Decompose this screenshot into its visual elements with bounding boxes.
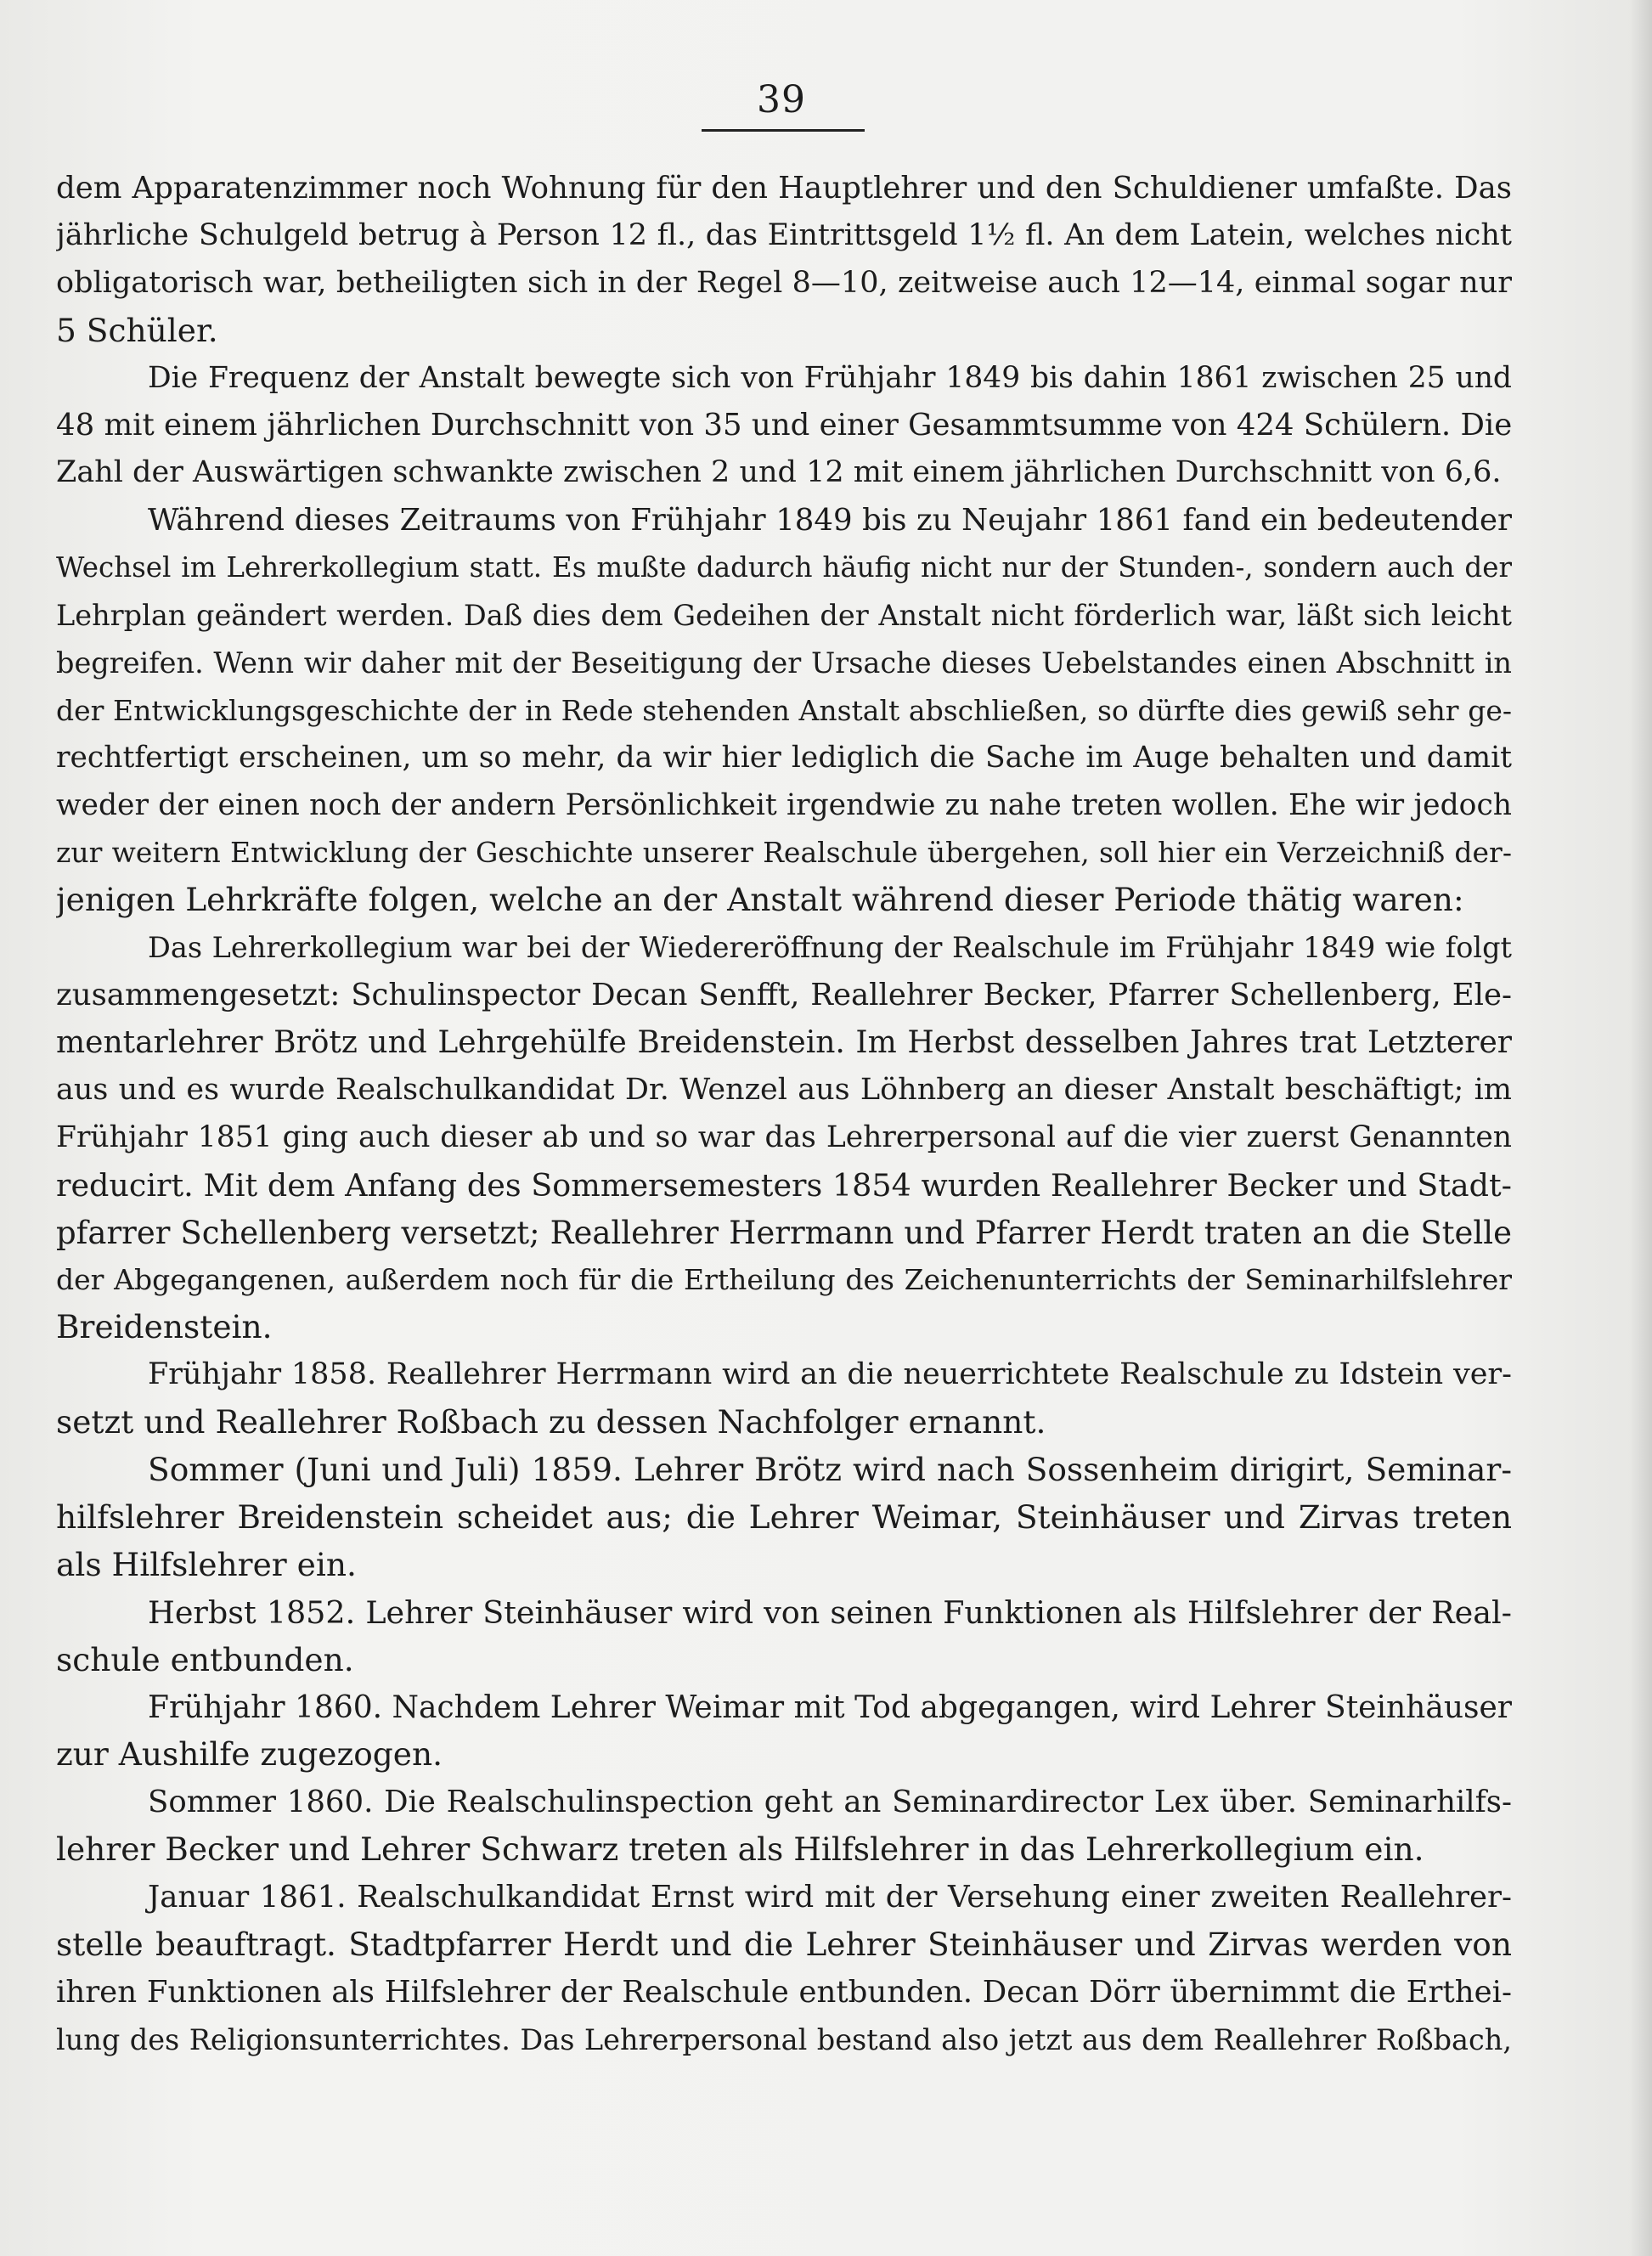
text-line: Die Frequenz der Anstalt bewegte sich von Frühjahr 1849 bis dahin 1861 zwischen 25 und [148, 360, 1512, 395]
text-line: mentarlehrer Brötz und Lehrgehülfe Breidenstein. Im Herbst desselben Jahres trat Letzterer [56, 1025, 1512, 1061]
text-line: aus und es wurde Realschulkandidat Dr. Wenzel aus Löhnberg an dieser Anstalt beschäftigt; im [56, 1072, 1512, 1107]
text-line: als Hilfslehrer ein. [56, 1545, 357, 1583]
text-line: Während dieses Zeitraums von Frühjahr 1849 bis zu Neujahr 1861 fand ein bedeutender [148, 503, 1512, 539]
text-line: Das Lehrerkollegium war bei der Wiedereröffnung der Realschule im Frühjahr 1849 wie folgt [148, 931, 1512, 965]
text-line: dem Apparatenzimmer noch Wohnung für den Hauptlehrer und den Schuldiener umfaßte. Das [56, 171, 1512, 206]
text-line: Januar 1861. Realschulkandidat Ernst wird mit der Versehung einer zweiten Reallehrer- [148, 1880, 1512, 1915]
text-line: hilfslehrer Breidenstein scheidet aus; die Lehrer Weimar, Steinhäuser und Zirvas treten [56, 1497, 1512, 1536]
text-line: Wechsel im Lehrerkollegium statt. Es mußte dadurch häufig nicht nur der Stunden-, sondern auch der [56, 551, 1512, 584]
text-line: Sommer (Juni und Juli) 1859. Lehrer Brötz wird nach Sossenheim dirigirt, Seminar- [148, 1451, 1512, 1489]
text-line: ihren Funktionen als Hilfslehrer der Realschule entbunden. Decan Dörr übernimmt die Erthei- [56, 1974, 1512, 2010]
page-edge-shadow [1630, 0, 1652, 2256]
text-line: zur weitern Entwicklung der Geschichte unserer Realschule übergehen, soll hier ein Verzeichniß der- [56, 836, 1512, 870]
text-line: rechtfertigt erscheinen, um so mehr, da wir hier lediglich die Sache im Auge behalten und damit [56, 740, 1512, 775]
text-line: Herbst 1852. Lehrer Steinhäuser wird von seinen Funktionen als Hilfslehrer der Real- [148, 1593, 1512, 1631]
text-line: zur Aushilfe zugezogen. [56, 1735, 443, 1774]
text-line: Sommer 1860. Die Realschulinspection geht an Seminardirector Lex über. Seminarhilfs- [148, 1785, 1512, 1820]
text-line: Frühjahr 1858. Reallehrer Herrmann wird an die neuerrichtete Realschule zu Idstein ver- [148, 1357, 1512, 1392]
text-line: der Abgegangenen, außerdem noch für die Ertheilung des Zeichenunterrichts der Seminarhilfslehrer [56, 1263, 1512, 1297]
page-number: 39 [757, 78, 806, 121]
text-line: obligatorisch war, betheiligten sich in der Regel 8—10, zeitweise auch 12—14, einmal sogar nur [56, 265, 1512, 300]
text-line: setzt und Reallehrer Roßbach zu dessen Nachfolger ernannt. [56, 1403, 1046, 1441]
text-line: lehrer Becker und Lehrer Schwarz treten als Hilfslehrer in das Lehrerkollegium ein. [56, 1830, 1424, 1869]
text-line: weder der einen noch der andern Persönlichkeit irgendwie zu nahe treten wollen. Ehe wir jedoch [56, 787, 1512, 822]
text-line: zusammengesetzt: Schulinspector Decan Senfft, Reallehrer Becker, Pfarrer Schellenberg, Ele- [56, 978, 1512, 1013]
body-text [56, 165, 1512, 2064]
text-line: schule entbunden. [56, 1640, 354, 1678]
text-line: lung des Religionsunterrichtes. Das Lehrerpersonal bestand also jetzt aus dem Reallehrer Roßbach, [56, 2022, 1512, 2056]
text-line: stelle beauftragt. Stadtpfarrer Herdt und die Lehrer Steinhäuser und Zirvas werden von [56, 1925, 1512, 1963]
text-line: 5 Schüler. [56, 311, 218, 349]
text-line: Breidenstein. [56, 1308, 273, 1346]
text-line: Frühjahr 1860. Nachdem Lehrer Weimar mit Tod abgegangen, wird Lehrer Steinhäuser [148, 1689, 1512, 1725]
text-line: pfarrer Schellenberg versetzt; Reallehrer Herrmann und Pfarrer Herdt traten an die Stelle [56, 1214, 1512, 1251]
page-number-rule [702, 129, 865, 132]
text-line: reducirt. Mit dem Anfang des Sommersemesters 1854 wurden Reallehrer Becker und Stadt- [56, 1166, 1512, 1204]
text-line: Lehrplan geändert werden. Daß dies dem Gedeihen der Anstalt nicht förderlich war, läßt sich leicht [56, 599, 1512, 633]
text-line: jährliche Schulgeld betrug à Person 12 fl., das Eintrittsgeld 1½ fl. An dem Latein, welches nicht [56, 217, 1512, 252]
text-line: jenigen Lehrkräfte folgen, welche an der Anstalt während dieser Periode thätig waren: [56, 881, 1464, 919]
text-line: der Entwicklungsgeschichte der in Rede stehenden Anstalt abschließen, so dürfte dies gewiß sehr ge- [56, 693, 1512, 727]
text-line: begreifen. Wenn wir daher mit der Beseitigung der Ursache dieses Uebelstandes einen Abschnitt in [56, 646, 1512, 680]
text-line: Frühjahr 1851 ging auch dieser ab und so war das Lehrerpersonal auf die vier zuerst Genannten [56, 1120, 1512, 1154]
text-line: Zahl der Auswärtigen schwankte zwischen 2 und 12 mit einem jährlichen Durchschnitt von 6,6. [56, 455, 1502, 490]
text-line: 48 mit einem jährlichen Durchschnitt von 35 und einer Gesammtsumme von 424 Schülern. Die [56, 408, 1512, 443]
